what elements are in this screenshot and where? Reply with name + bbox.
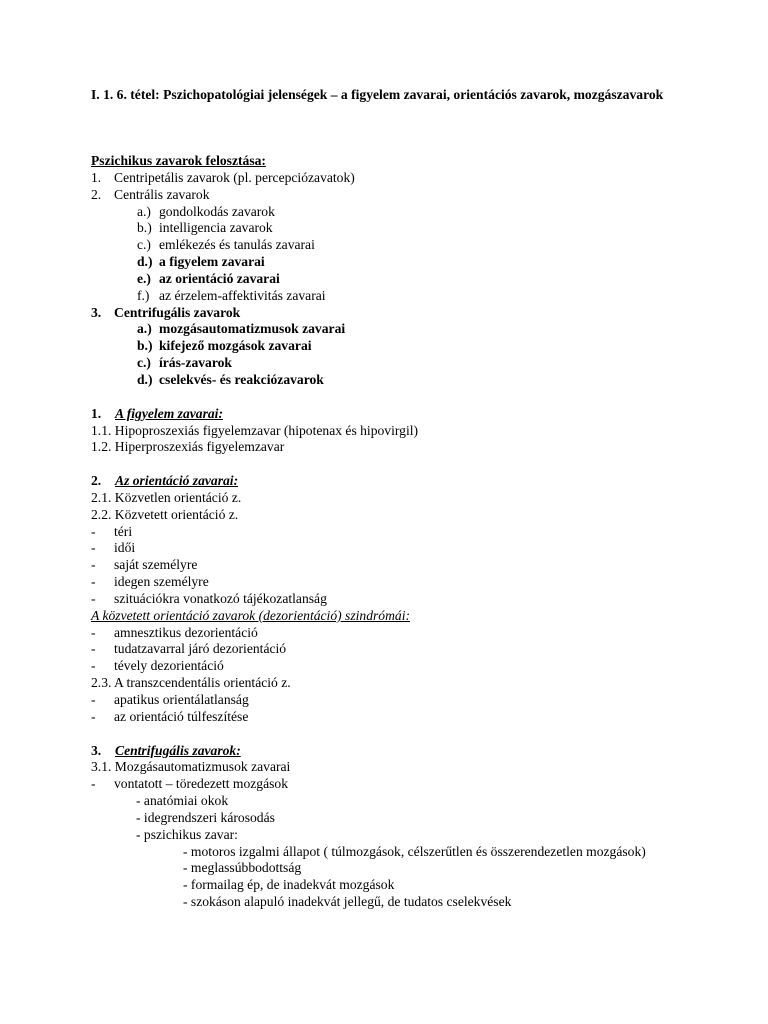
sub-list-item: a.) gondolkodás zavarok bbox=[137, 203, 275, 219]
dash-item: - az orientáció túlfeszítése bbox=[91, 708, 249, 724]
sub-list-item: b.) intelligencia zavarok bbox=[137, 220, 273, 236]
sub-dash-item: - idegrendszeri károsodás bbox=[136, 809, 275, 825]
dash-item: - vontatott – töredezett mozgások bbox=[91, 776, 289, 792]
section-heading: 2. Az orientáció zavarai: bbox=[91, 473, 239, 489]
classification-heading: Pszichikus zavarok felosztása: bbox=[91, 153, 266, 168]
deep-dash-item: - motoros izgalmi állapot ( túlmozgások, célszerűtlen és összerendezetlen mozgások) bbox=[183, 843, 646, 859]
text-line: 3.1. Mozgásautomatizmusok zavarai bbox=[91, 759, 291, 775]
text-line: 1.2. Hiperproszexiás figyelemzavar bbox=[91, 439, 285, 455]
dash-item: - szituációkra vonatkozó tájékozatlanság bbox=[91, 590, 327, 606]
dash-item: - apatikus orientálatlanság bbox=[91, 692, 249, 707]
text-line: 1.1. Hipoproszexiás figyelemzavar (hipotenax és hipovirgil) bbox=[91, 422, 419, 438]
syndromes-heading: A közvetett orientáció zavarok (dezorientáció) szindrómái: bbox=[91, 607, 411, 623]
list-item: 1. Centripetális zavarok (pl. percepciózavatok) bbox=[91, 169, 355, 185]
section-heading: 1. A figyelem zavarai: bbox=[91, 405, 223, 421]
sub-list-item: a.) mozgásautomatizmusok zavarai bbox=[137, 321, 346, 337]
dash-item: - saját személyre bbox=[91, 557, 198, 573]
deep-dash-item: - meglassúbbodottság bbox=[183, 860, 302, 876]
section-heading: 3. Centrifugális zavarok: bbox=[91, 742, 241, 758]
sub-list-item: c.) emlékezés és tanulás zavarai bbox=[137, 237, 315, 253]
sub-dash-item: - pszichikus zavar: bbox=[136, 826, 238, 842]
sub-list-item: c.) írás-zavarok bbox=[137, 355, 232, 371]
dash-item: - tévely dezorientáció bbox=[91, 658, 224, 674]
deep-dash-item: - szokáson alapuló inadekvát jellegű, de tudatos cselekvések bbox=[183, 894, 512, 910]
dash-item: - tudatzavarral járó dezorientáció bbox=[91, 641, 287, 657]
sub-list-item: f.) az érzelem-affektivitás zavarai bbox=[137, 287, 326, 303]
list-item: 2. Centrális zavarok bbox=[91, 186, 210, 202]
text-line: 2.3. A transzcendentális orientáció z. bbox=[91, 675, 291, 691]
sub-dash-item: - anatómiai okok bbox=[136, 793, 229, 809]
document-body bbox=[91, 153, 691, 911]
dash-item: - idői bbox=[91, 540, 136, 556]
sub-list-item: d.) cselekvés- és reakciózavarok bbox=[137, 371, 324, 387]
text-line: 2.1. Közvetlen orientáció z. bbox=[91, 489, 242, 505]
dash-item: - téri bbox=[91, 523, 133, 539]
page-title: I. 1. 6. tétel: Pszichopatológiai jelenségek – a figyelem zavarai, orientációs zavarok, mozgászavarok bbox=[91, 87, 664, 102]
deep-dash-item: - formailag ép, de inadekvát mozgások bbox=[183, 877, 395, 893]
dash-item: - idegen személyre bbox=[91, 574, 209, 590]
sub-list-item: e.) az orientáció zavarai bbox=[137, 270, 280, 286]
dash-item: - amnesztikus dezorientáció bbox=[91, 624, 258, 640]
sub-list-item: b.) kifejező mozgások zavarai bbox=[137, 338, 312, 354]
sub-list-item: d.) a figyelem zavarai bbox=[137, 254, 265, 270]
list-item: 3. Centrifugális zavarok bbox=[91, 304, 241, 320]
text-line: 2.2. Közvetett orientáció z. bbox=[91, 506, 239, 522]
